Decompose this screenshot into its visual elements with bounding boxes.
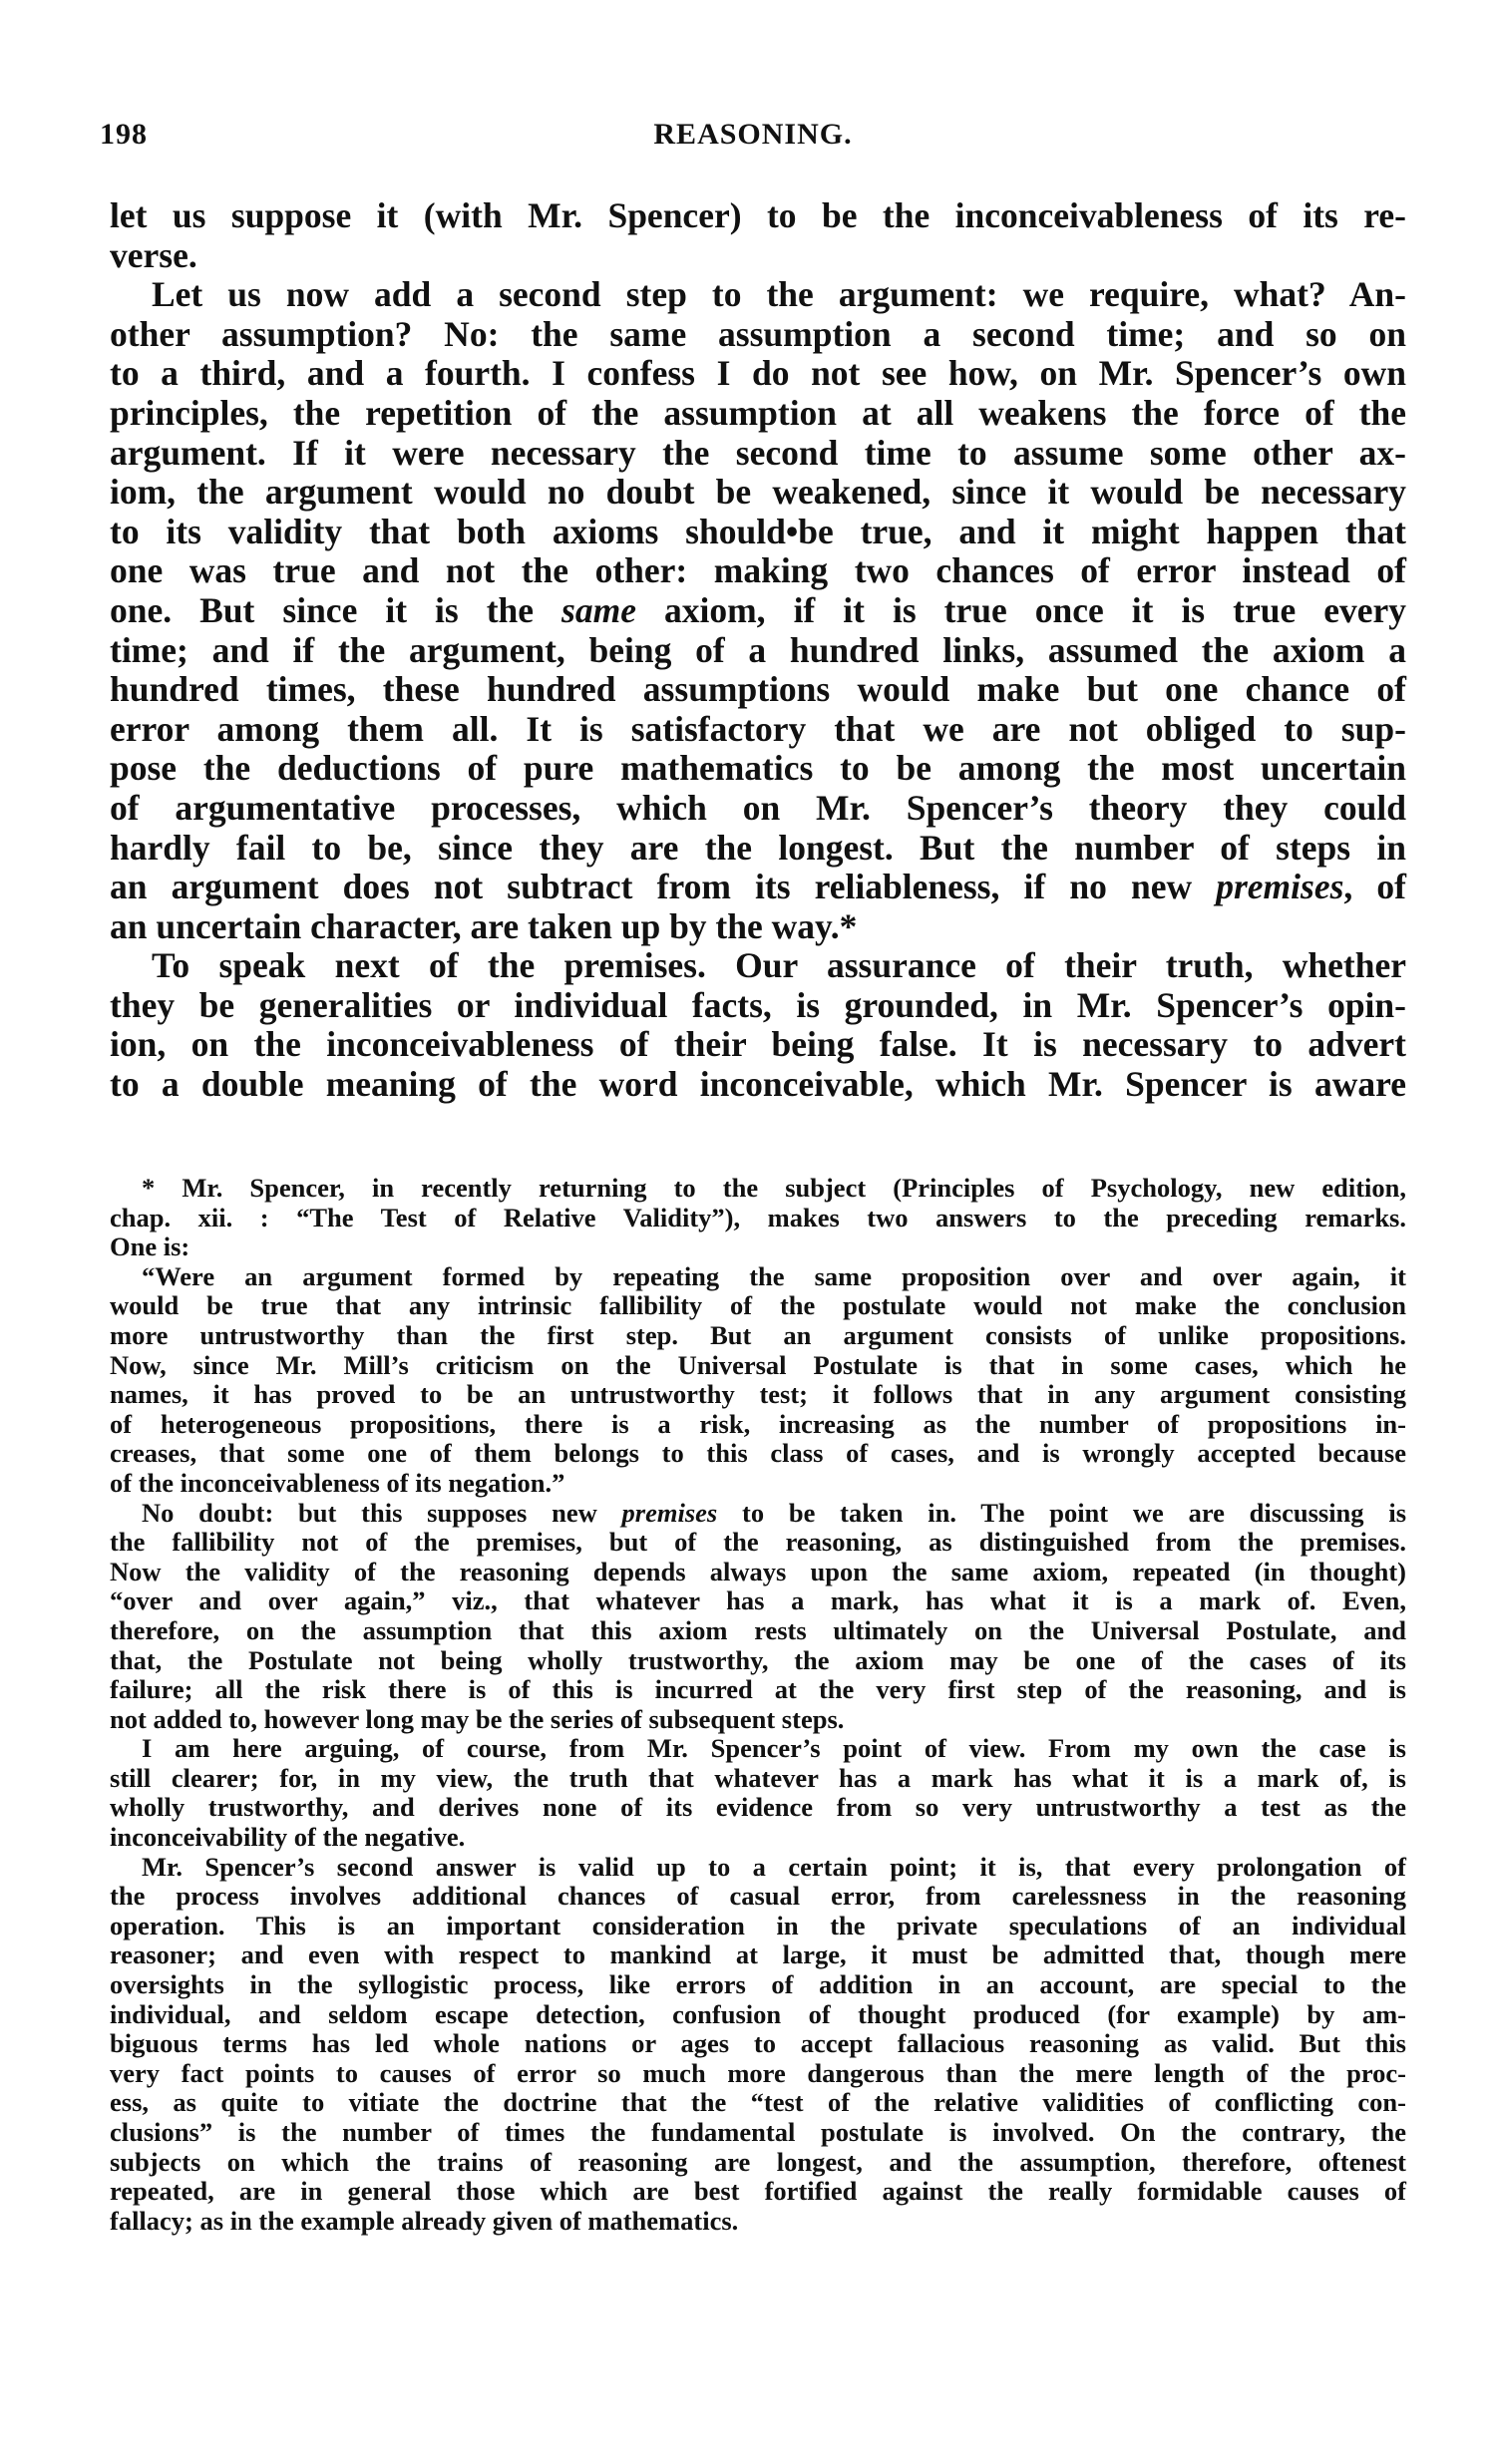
footnote-text-line: * Mr. Spencer, in recently returning to the subject (Principles of Psychology, new edition, [142, 1173, 1406, 1203]
footnote-text-line: No doubt: but this supposes new premises to be taken in. The point we are discussing is [142, 1497, 1407, 1528]
body-text-line: one was true and not the other: making two chances of error instead of [110, 550, 1406, 591]
footnote-text-line: “over and over again,” viz., that whatever has a mark, has what it is a mark of. Even, [110, 1585, 1406, 1616]
footnote-text-line: failure; all the risk there is of this is incurred at the very first step of the reasoning, and is [110, 1674, 1406, 1705]
footnote-text-line: wholly trustworthy, and derives none of its evidence from so very untrustworthy a test as the [110, 1792, 1406, 1823]
body-text-line: other assumption? No: the same assumption a second time; and so on [110, 313, 1406, 354]
body-text-line: Let us now add a second step to the argument: we require, what? An- [152, 274, 1406, 315]
footnote-text-line: Now the validity of the reasoning depends always upon the same axiom, repeated (in thought) [110, 1556, 1406, 1586]
footnote-text-line: more untrustworthy than the first step. But an argument consists of unlike propositions. [110, 1319, 1406, 1350]
footnote-text-line: subjects on which the trains of reasoning are longest, and the assumption, therefore, oftenest [110, 2146, 1406, 2177]
italic-emphasis: premises [1216, 867, 1344, 907]
footnote-text-line: therefore, on the assumption that this axiom rests ultimately on the Universal Postulate, and [110, 1614, 1406, 1645]
body-text-line: they be generalities or individual facts, is grounded, in Mr. Spencer’s opin- [110, 984, 1406, 1025]
footnote-text-line: operation. This is an important consideration in the private speculations of an individual [110, 1910, 1406, 1940]
footnote-text-line: “Were an argument formed by repeating the same proposition over and over again, it [142, 1260, 1406, 1291]
body-text-line: to a third, and a fourth. I confess I do not see how, on Mr. Spencer’s own [110, 353, 1406, 394]
body-text-line: pose the deductions of pure mathematics to be among the most uncertain [110, 748, 1406, 789]
italic-emphasis: same [561, 589, 636, 630]
body-text-line: error among them all. It is satisfactory that we are not obliged to sup- [110, 708, 1406, 749]
footnote-text-line: clusions” is the number of times the fundamental postulate is involved. On the contrary, the [110, 2117, 1406, 2147]
footnote-text-line: of heterogeneous propositions, there is a risk, increasing as the number of propositions in- [110, 1408, 1406, 1439]
body-text-line: of argumentative processes, which on Mr. Spencer’s theory they could [110, 787, 1406, 828]
footnote-text-line: would be true that any intrinsic fallibility of the postulate would not make the conclusion [110, 1290, 1406, 1321]
footnote-text-line: that, the Postulate not being wholly trustworthy, the axiom may be one of the cases of its [110, 1644, 1406, 1675]
body-text-line: time; and if the argument, being of a hundred links, assumed the axiom a [110, 629, 1406, 670]
footnote-text-line: reasoner; and even with respect to mankind at large, it must be admitted that, though mere [110, 1939, 1406, 1970]
page-number: 198 [100, 118, 148, 151]
footnote-text-line: Now, since Mr. Mill’s criticism on the Universal Postulate is that in some cases, which he [110, 1349, 1406, 1380]
footnote-text-line: creases, that some one of them belongs to this class of cases, and is wrongly accepted because [110, 1438, 1406, 1469]
running-head [100, 118, 1406, 158]
body-text-line: argument. If it were necessary the second time to assume some other ax- [110, 432, 1406, 473]
footnote-text-line: still clearer; for, in my view, the truth that whatever has a mark has what it is a mark of, is [110, 1762, 1406, 1793]
body-text-line: to its validity that both axioms should•be true, and it might happen that [110, 511, 1406, 551]
body-text-line: verse. [110, 234, 197, 275]
body-text-line: hundred times, these hundred assumptions would make but one chance of [110, 669, 1406, 710]
footnote-text-line: chap. xii. : “The Test of Relative Validity”), makes two answers to the preceding remarks. [110, 1202, 1406, 1232]
footnote-text-line: fallacy; as in the example already given of mathematics. [110, 2205, 739, 2236]
body-text-line: iom, the argument would no doubt be weakened, since it would be necessary [110, 472, 1406, 513]
footnote-text-line: of the inconceivableness of its negation.” [110, 1467, 565, 1498]
body-text-line: ion, on the inconceivableness of their being false. It is necessary to advert [110, 1024, 1406, 1065]
footnote-text-line: ess, as quite to vitiate the doctrine that the “test of the relative validities of conflicting con- [110, 2087, 1406, 2118]
running-title: REASONING. [653, 118, 853, 151]
footnote-text-line: I am here arguing, of course, from Mr. Spencer’s point of view. From my own the case is [142, 1733, 1406, 1764]
footnote-block [110, 1174, 1406, 2236]
footnote-text-line: the process involves additional chances of casual error, from carelessness in the reasoning [110, 1881, 1406, 1912]
footnote-text-line: inconceivability of the negative. [110, 1822, 466, 1853]
footnote-text-line: names, it has proved to be an untrustworthy test; it follows that in any argument consisting [110, 1379, 1406, 1410]
footnote-text-line: Mr. Spencer’s second answer is valid up to a certain point; it is, that every prolongation of [142, 1851, 1406, 1882]
body-text-line: To speak next of the premises. Our assurance of their truth, whether [152, 945, 1406, 986]
footnote-text-line: repeated, are in general those which are best fortified against the really formidable causes of [110, 2176, 1406, 2207]
footnote-text-line: the fallibility not of the premises, but of the reasoning, as distinguished from the premises. [110, 1527, 1406, 1558]
body-text-line: an argument does not subtract from its reliableness, if no new premises, of [110, 867, 1406, 907]
footnote-text-line: One is: [110, 1232, 190, 1262]
footnote-text-line: very fact points to causes of error so much more dangerous than the mere length of the proc- [110, 2057, 1406, 2088]
footnote-text-line: biguous terms has led whole nations or ages to accept fallacious reasoning as valid. But this [110, 2028, 1406, 2059]
body-text-line: an uncertain character, are taken up by the way.* [110, 905, 858, 946]
body-text-line: to a double meaning of the word inconceivable, which Mr. Spencer is aware [110, 1064, 1406, 1105]
body-text-line: hardly fail to be, since they are the longest. But the number of steps in [110, 827, 1406, 868]
italic-emphasis: premises [621, 1497, 718, 1528]
body-text-line: one. But since it is the same axiom, if it is true once it is true every [110, 589, 1406, 630]
footnote-text-line: not added to, however long may be the series of subsequent steps. [110, 1703, 845, 1734]
body-text-line: principles, the repetition of the assumption at all weakens the force of the [110, 392, 1406, 433]
footnote-text-line: individual, and seldom escape detection, confusion of thought produced (for example) by am- [110, 1998, 1406, 2029]
main-body-text [110, 196, 1406, 1105]
body-text-line: let us suppose it (with Mr. Spencer) to be the inconceivableness of its re- [110, 195, 1406, 235]
footnote-text-line: oversights in the syllogistic process, like errors of addition in an account, are special to the [110, 1969, 1406, 2000]
